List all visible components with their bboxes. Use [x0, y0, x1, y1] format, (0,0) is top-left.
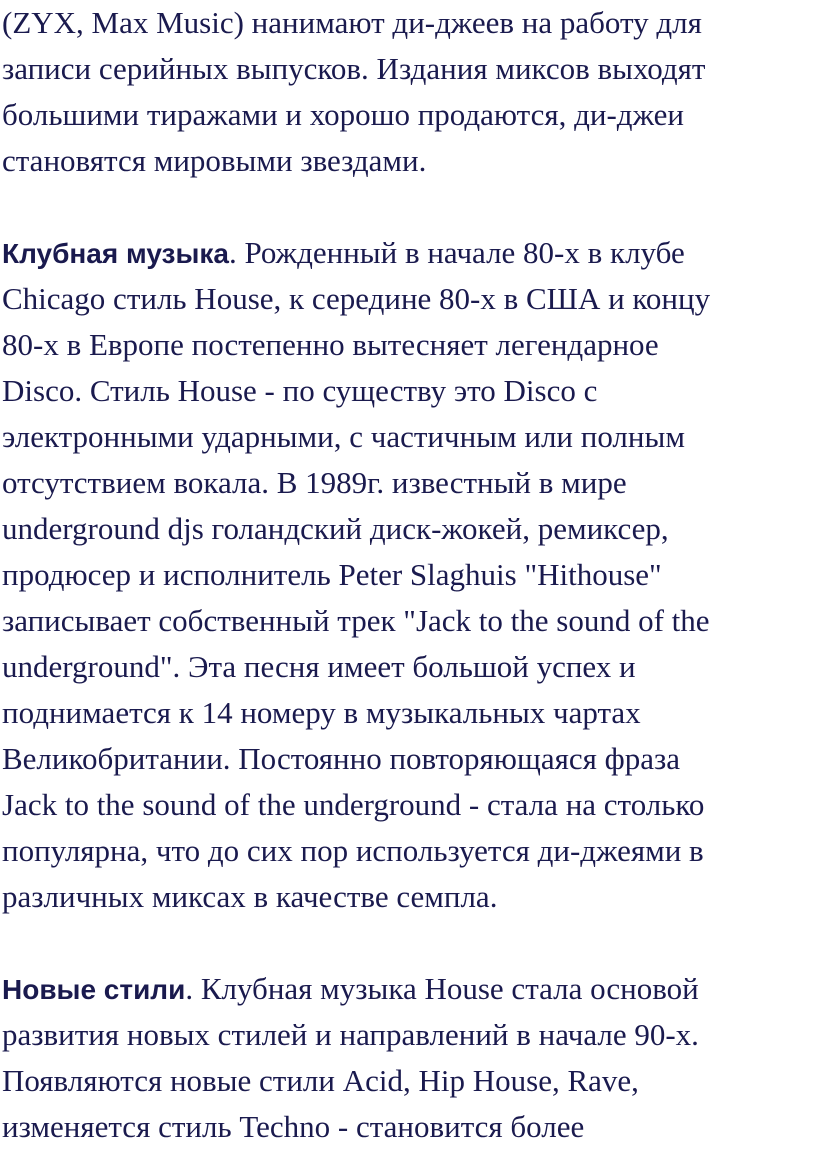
text-line: Великобритании. Постоянно повторяющаяся фраза	[2, 741, 680, 776]
text-line: популярна, что до сих пор используется ди-джеями в	[2, 833, 704, 868]
text-line: (ZYX, Max Music) нанимают ди-джеев на работу для	[2, 5, 702, 40]
text-line: электронными ударными, с частичным или полным	[2, 419, 685, 454]
text-line	[2, 966, 812, 1012]
text-line: развития новых стилей и направлений в начале 90-х.	[2, 1017, 699, 1052]
text-line: поднимается к 14 номеру в музыкальных чартах	[2, 695, 641, 730]
paragraph-2	[2, 230, 812, 920]
text-line: Jack to the sound of the underground - стала на столько	[2, 787, 705, 822]
document-page	[2, 0, 812, 1150]
text-line: изменяется стиль Techno - становится более	[2, 1109, 585, 1144]
section-heading: Клубная музыка	[2, 238, 229, 269]
paragraph-1	[2, 0, 812, 184]
text-line: записи серийных выпусков. Издания миксов выходят	[2, 51, 706, 86]
text-fragment: . Клубная музыка House стала основой	[185, 971, 699, 1006]
text-line: продюсер и исполнитель Peter Slaghuis "Hithouse"	[2, 557, 662, 592]
text-line: underground djs голандский диск-жокей, ремиксер,	[2, 511, 669, 546]
text-line: различных миксах в качестве семпла.	[2, 879, 498, 914]
text-line: большими тиражами и хорошо продаются, ди-джеи	[2, 97, 684, 132]
text-line	[2, 230, 812, 276]
text-line: становятся мировыми звездами.	[2, 143, 427, 178]
text-line: Disco. Стиль House - по существу это Disco с	[2, 373, 598, 408]
text-line: записывает собственный трек "Jack to the sound of the	[2, 603, 710, 638]
text-line: Появляются новые стили Acid, Hip House, Rave,	[2, 1063, 639, 1098]
paragraph-spacer	[2, 920, 812, 966]
section-heading: Новые стили	[2, 974, 186, 1005]
text-fragment: . Рожденный в начале 80-х в клубе	[228, 235, 685, 270]
text-line: 80-х в Европе постепенно вытесняет легендарное	[2, 327, 659, 362]
text-line: отсутствием вокала. В 1989г. известный в мире	[2, 465, 627, 500]
paragraph-spacer	[2, 184, 812, 230]
text-line: Chicago стиль House, к середине 80-х в США и концу	[2, 281, 711, 316]
paragraph-3	[2, 966, 812, 1150]
text-line: underground". Эта песня имеет большой успех и	[2, 649, 636, 684]
